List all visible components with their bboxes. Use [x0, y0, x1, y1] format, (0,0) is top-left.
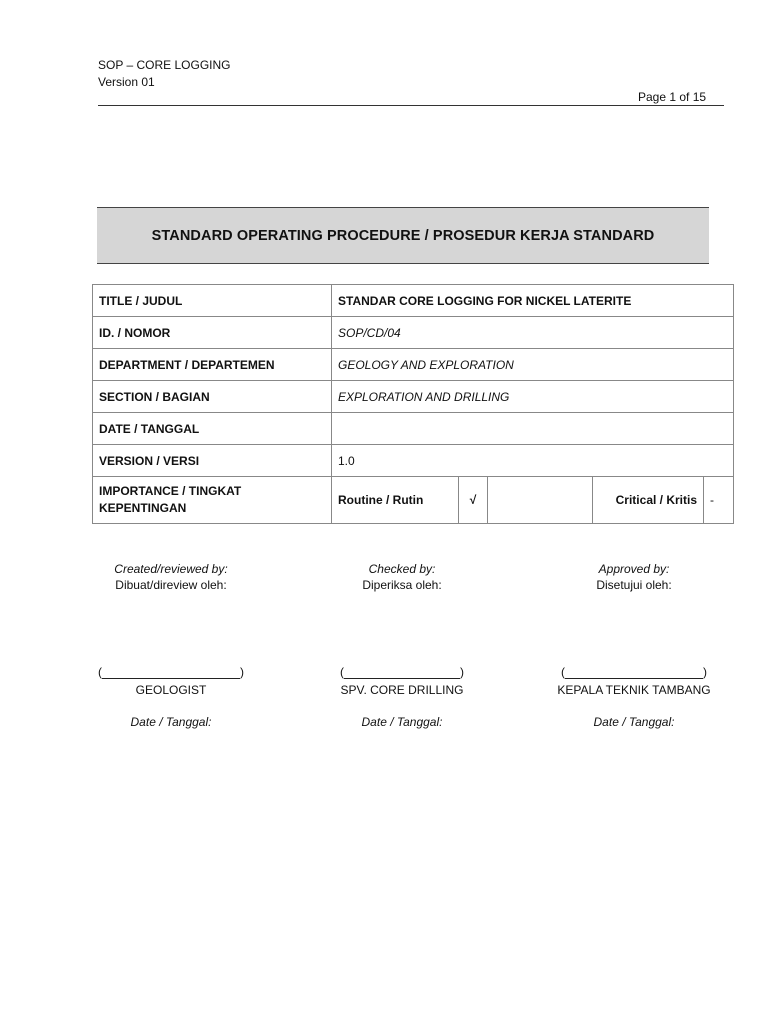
disetujui-oleh-label: Disetujui oleh: — [596, 578, 672, 592]
document-info-table — [92, 284, 734, 524]
open-paren: ( — [98, 665, 102, 679]
checked-by-label: Checked by: — [368, 562, 436, 576]
table-row — [93, 317, 734, 349]
close-paren: ) — [460, 665, 464, 679]
dibuat-oleh-label: Dibuat/direview oleh: — [115, 578, 227, 592]
department-label: DEPARTMENT / DEPARTEMEN — [93, 349, 332, 381]
created-by-label: Created/reviewed by: — [114, 562, 228, 576]
signature-date-kepala: Date / Tanggal: — [593, 715, 675, 729]
table-row — [93, 413, 734, 445]
routine-label: Routine / Rutin — [332, 477, 459, 524]
importance-label-line-2: KEPENTINGAN — [99, 501, 187, 515]
id-label: ID. / NOMOR — [93, 317, 332, 349]
table-row — [93, 349, 734, 381]
header-divider — [98, 105, 724, 106]
header-version: Version 01 — [98, 75, 155, 89]
role-spv-core-drilling: SPV. CORE DRILLING — [340, 683, 464, 697]
signature-line-spv — [340, 665, 464, 679]
banner-title: STANDARD OPERATING PROCEDURE / PROSEDUR KERJA STANDARD — [151, 227, 655, 244]
role-kepala-teknik-tambang: KEPALA TEKNIK TAMBANG — [557, 683, 711, 697]
department-value: GEOLOGY AND EXPLORATION — [332, 349, 734, 381]
critical-label: Critical / Kritis — [593, 477, 704, 524]
close-paren: ) — [703, 665, 707, 679]
table-row — [93, 381, 734, 413]
table-row — [93, 285, 734, 317]
signature-date-spv: Date / Tanggal: — [361, 715, 443, 729]
title-label: TITLE / JUDUL — [93, 285, 332, 317]
signature-date-geologist: Date / Tanggal: — [130, 715, 212, 729]
date-value — [332, 413, 734, 445]
date-label: DATE / TANGGAL — [93, 413, 332, 445]
table-row — [93, 445, 734, 477]
created-by-block — [96, 561, 246, 593]
section-value: EXPLORATION AND DRILLING — [332, 381, 734, 413]
approved-by-label: Approved by: — [598, 562, 670, 576]
blank-cell — [488, 477, 593, 524]
checked-by-block — [327, 561, 477, 593]
signature-line-geologist — [98, 665, 244, 679]
page-number: Page 1 of 15 — [638, 90, 707, 104]
version-label: VERSION / VERSI — [93, 445, 332, 477]
diperiksa-oleh-label: Diperiksa oleh: — [362, 578, 442, 592]
sop-banner — [97, 207, 709, 264]
signature-line-kepala — [561, 665, 707, 679]
importance-label — [93, 477, 332, 524]
open-paren: ( — [340, 665, 344, 679]
document-header — [98, 57, 230, 91]
critical-mark: - — [704, 477, 734, 524]
id-value: SOP/CD/04 — [332, 317, 734, 349]
signature-underline — [344, 666, 460, 679]
role-geologist: GEOLOGIST — [135, 683, 207, 697]
close-paren: ) — [240, 665, 244, 679]
signature-underline — [102, 666, 240, 679]
table-row — [93, 477, 734, 524]
open-paren: ( — [561, 665, 565, 679]
routine-check-mark: √ — [459, 477, 488, 524]
title-value: STANDAR CORE LOGGING FOR NICKEL LATERITE — [332, 285, 734, 317]
signature-underline — [565, 666, 703, 679]
importance-label-line-1: IMPORTANCE / TINGKAT — [99, 484, 242, 498]
section-label: SECTION / BAGIAN — [93, 381, 332, 413]
version-value: 1.0 — [332, 445, 734, 477]
approved-by-block — [559, 561, 709, 593]
header-doc-title: SOP – CORE LOGGING — [98, 58, 231, 72]
